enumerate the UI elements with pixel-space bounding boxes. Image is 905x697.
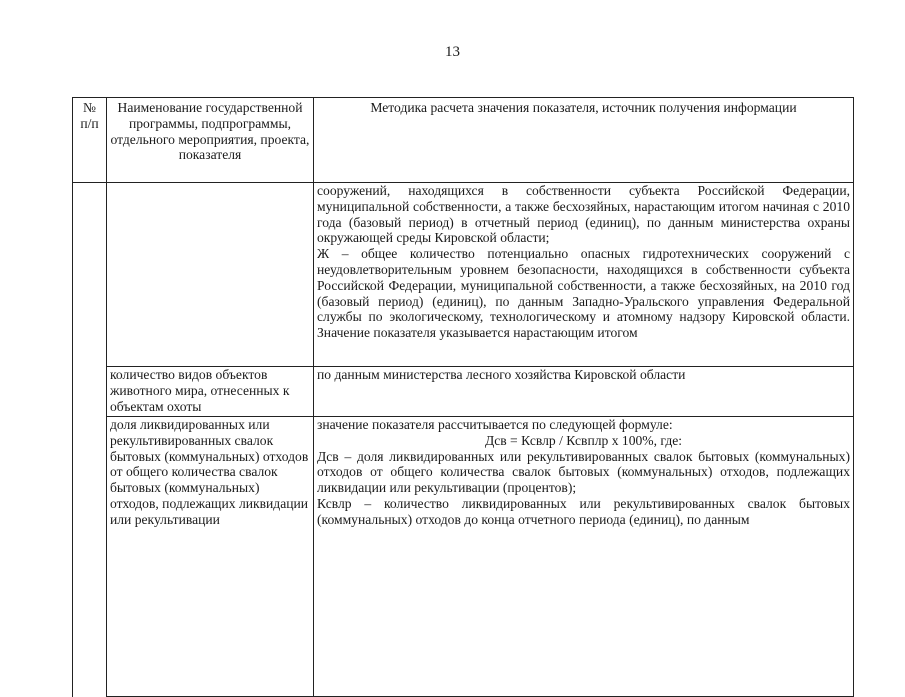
row-name-cell: доля ликвидированных или рекультивированных свалок бытовых (коммунальных) отходов от общего количества свалок бытовых (коммунальных) отходов, подлежащих ликвидации или рекультивации [107, 417, 314, 697]
row-number-cell [73, 183, 107, 697]
header-method: Методика расчета значения показателя, источник получения информации [314, 98, 854, 183]
method-intro: значение показателя рассчитывается по следующей формуле: [317, 417, 673, 432]
row-name-cell [107, 183, 314, 367]
formula: Дсв = Ксвлр / Ксвплр х 100%, где: [484, 432, 683, 448]
table-row [73, 417, 854, 697]
table-header-row [73, 98, 854, 183]
header-name: Наименование государственной программы, подпрограммы, отдельного мероприятия, проекта, показателя [107, 98, 314, 183]
row-method-cell [314, 367, 854, 417]
method-paragraph: Ксвлр – количество ликвидированных или рекультивированных свалок бытовых (коммунальных) отходов до конца отчетного периода (единиц), по данным [317, 495, 850, 527]
row-method-cell [314, 183, 854, 367]
page-number: 13 [445, 44, 460, 60]
row-name-cell: количество видов объектов животного мира, отнесенных к объектам охоты [107, 367, 314, 417]
table-row [73, 183, 854, 367]
table-row [73, 367, 854, 417]
header-number: № п/п [73, 98, 107, 183]
method-paragraph: сооружений, находящихся в собственности субъекта Российской Федерации, муниципальной собственности, а также бесхозяйных, нарастающим итогом начиная с 2010 года (базовый период) в отчетный период (единиц), по данным министерства охраны окружающей среды Кировской области; [317, 183, 850, 246]
method-paragraph: Ж – общее количество потенциально опасных гидротехнических сооружений с неудовлетворительным уровнем безопасности, находящихся в собственности субъекта Российской Федерации, муниципальной собственности, а также бесхозяйных, на 2010 год (базовый период) (единиц), по данным Западно-Уральского управления Федеральной службы по экологическому, технологическому и атомному надзору Кировской области. Значение показателя указывается нарастающим итогом [317, 246, 850, 341]
method-paragraph: по данным министерства лесного хозяйства Кировской области [317, 367, 686, 382]
row-method-cell [314, 417, 854, 697]
indicator-table [72, 97, 854, 697]
method-paragraph: Дсв – доля ликвидированных или рекультивированных свалок бытовых (коммунальных) отходов от общего количества свалок бытовых (коммунальных) отходов, подлежащих ликвидации или рекультивации (процентов); [317, 448, 850, 496]
